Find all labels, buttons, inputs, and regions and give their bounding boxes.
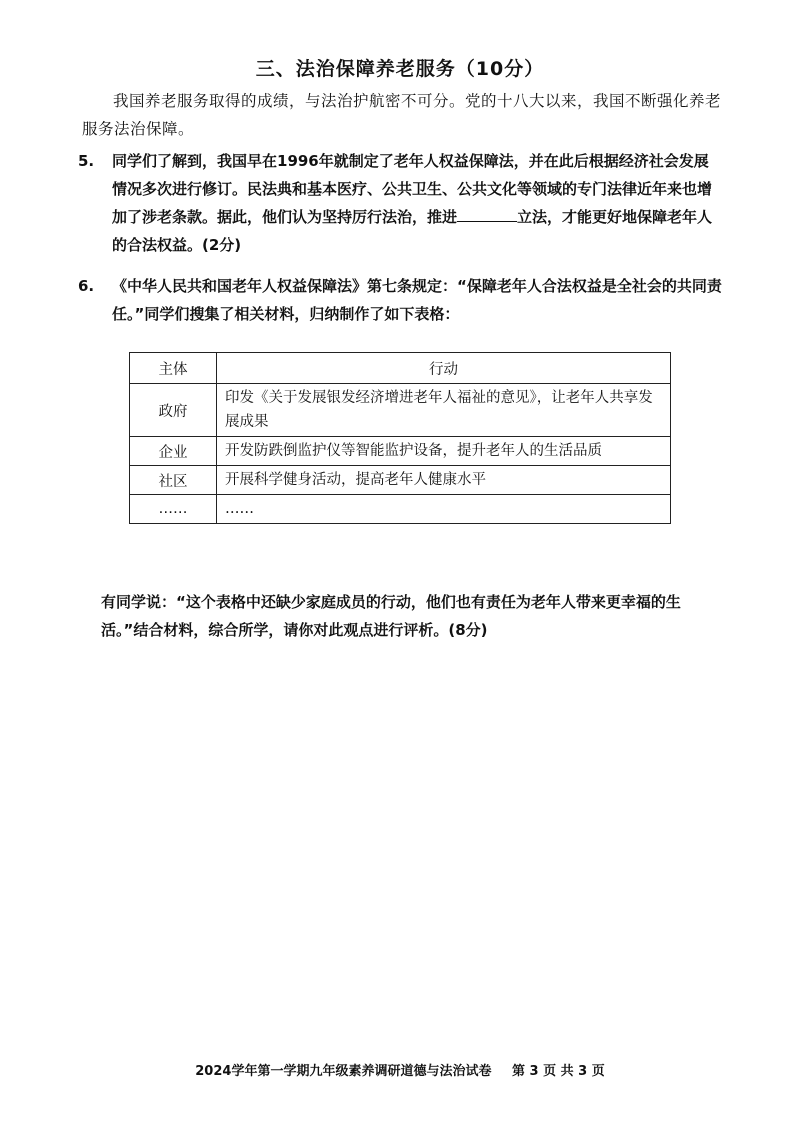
table-cell-subject: 社区 [130, 466, 217, 495]
responsibility-table [129, 352, 671, 524]
table-cell-subject: 政府 [130, 384, 217, 437]
table-cell-action: 印发《关于发展银发经济增进老年人福祉的意见》，让老年人共享发展成果 [217, 384, 671, 437]
section-title: 三、法治保障养老服务（10分） [255, 58, 545, 80]
footer-exam-title: 2024学年第一学期九年级素养调研道德与法治试卷 [195, 1064, 492, 1079]
table-cell-subject: …… [130, 495, 217, 524]
table-cell-action: …… [217, 495, 671, 524]
table-header-subject: 主体 [130, 353, 217, 384]
question-5 [78, 147, 722, 259]
table-row [130, 384, 671, 437]
table-row [130, 437, 671, 466]
table-cell-subject: 企业 [130, 437, 217, 466]
table-row [130, 466, 671, 495]
question-5-number: 5. [78, 152, 95, 170]
answer-blank[interactable] [457, 205, 517, 222]
page-footer [0, 1060, 800, 1079]
section-intro: 我国养老服务取得的成绩，与法治护航密不可分。党的十八大以来，我国不断强化养老服务法治保障。 [82, 92, 722, 138]
question-6-text: 《中华人民共和国老年人权益保障法》第七条规定：“保障老年人合法权益是全社会的共同责任。”同学们搜集了相关材料，归纳制作了如下表格： [112, 277, 722, 323]
question-6-followup: 有同学说：“这个表格中还缺少家庭成员的行动，他们也有责任为老年人带来更幸福的生活。”结合材料，综合所学，请你对此观点进行评析。(8分) [101, 593, 681, 639]
question-6 [78, 272, 722, 328]
footer-page-number: 第 3 页 共 3 页 [511, 1064, 605, 1079]
question-5-text-after: 立法，才能更好地保障老年人的合法权益。(2分) [112, 208, 713, 254]
table-cell-action: 开发防跌倒监护仪等智能监护设备，提升老年人的生活品质 [217, 437, 671, 466]
table-header-action: 行动 [217, 353, 671, 384]
table-row [130, 495, 671, 524]
table-header-row [130, 353, 671, 384]
question-5-text-before: 同学们了解到，我国早在1996年就制定了老年人权益保障法，并在此后根据经济社会发展情况多次进行修订。民法典和基本医疗、公共卫生、公共文化等领域的专门法律近年来也增加了涉老条款。据此，他们认为坚持厉行法治，推进 [112, 152, 713, 226]
table-cell-action: 开展科学健身活动，提高老年人健康水平 [217, 466, 671, 495]
question-6-number: 6. [78, 277, 95, 295]
